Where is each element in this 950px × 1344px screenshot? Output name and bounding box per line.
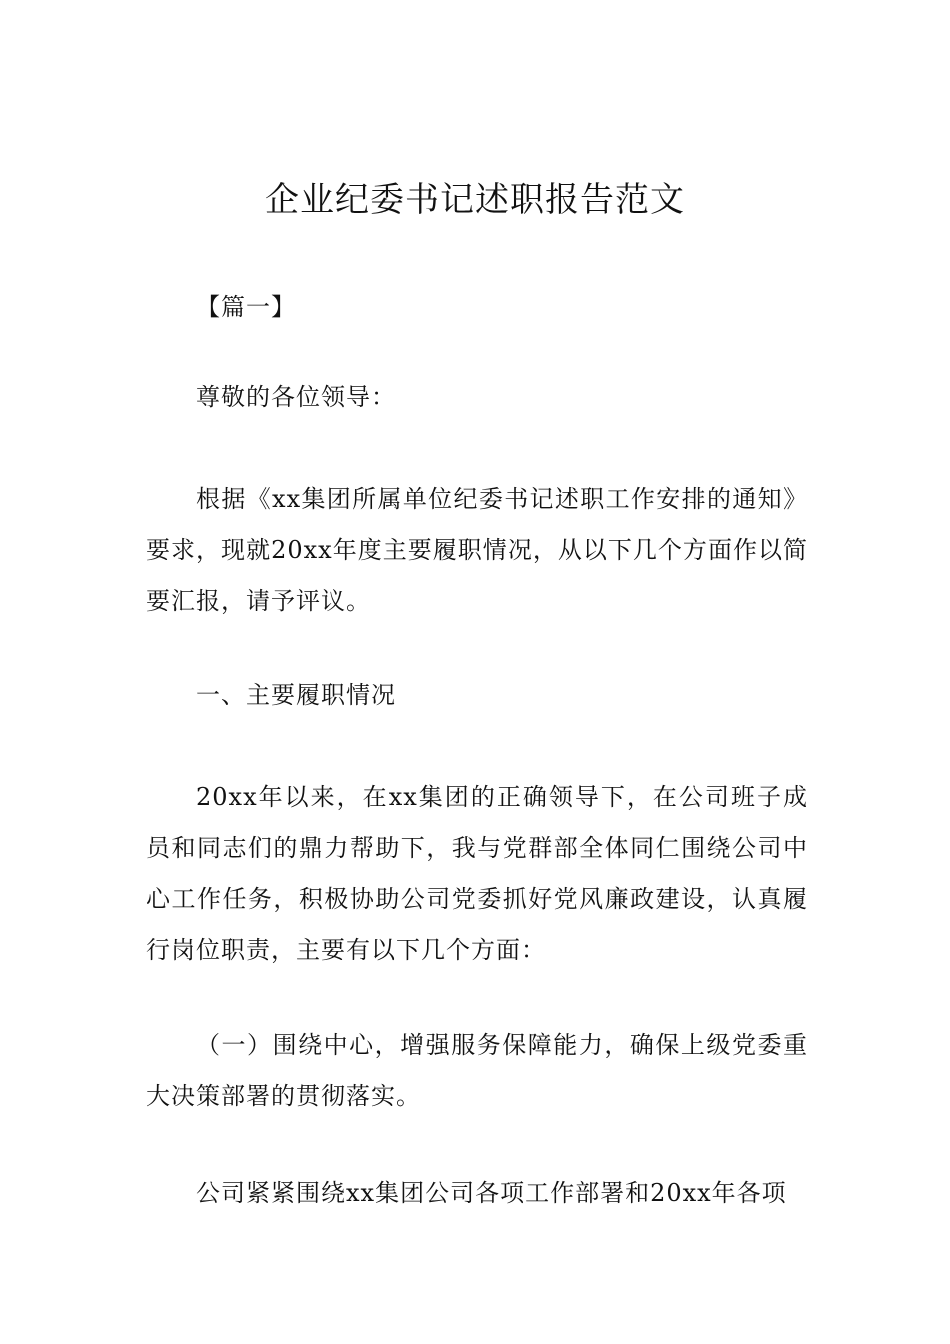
salutation: 尊敬的各位领导： — [196, 383, 396, 411]
intro-paragraph: 根据《xx集团所属单位纪委书记述职工作安排的通知》要求，现就20xx年度主要履职情况，从以下几个方面作以简要汇报，请予评议。 — [146, 485, 808, 615]
subheading-focus-center: （一）围绕中心，增强服务保障能力，确保上级党委重大决策部署的贯彻落实。 — [146, 1031, 808, 1110]
body-paragraph-duties: 20xx年以来，在xx集团的正确领导下，在公司班子成员和同志们的鼎力帮助下，我与党群部全体同仁围绕公司中心工作任务，积极协助公司党委抓好党风廉政建设，认真履行岗位职责，主要有以下几个方面： — [146, 783, 808, 964]
section-heading-main-duties: 一、主要履职情况 — [196, 681, 396, 709]
section-marker: 【篇一】 — [196, 293, 296, 321]
body-paragraph-continued: 公司紧紧围绕xx集团公司各项工作部署和20xx年各项 — [196, 1179, 787, 1207]
document-title: 企业纪委书记述职报告范文 — [265, 180, 685, 220]
